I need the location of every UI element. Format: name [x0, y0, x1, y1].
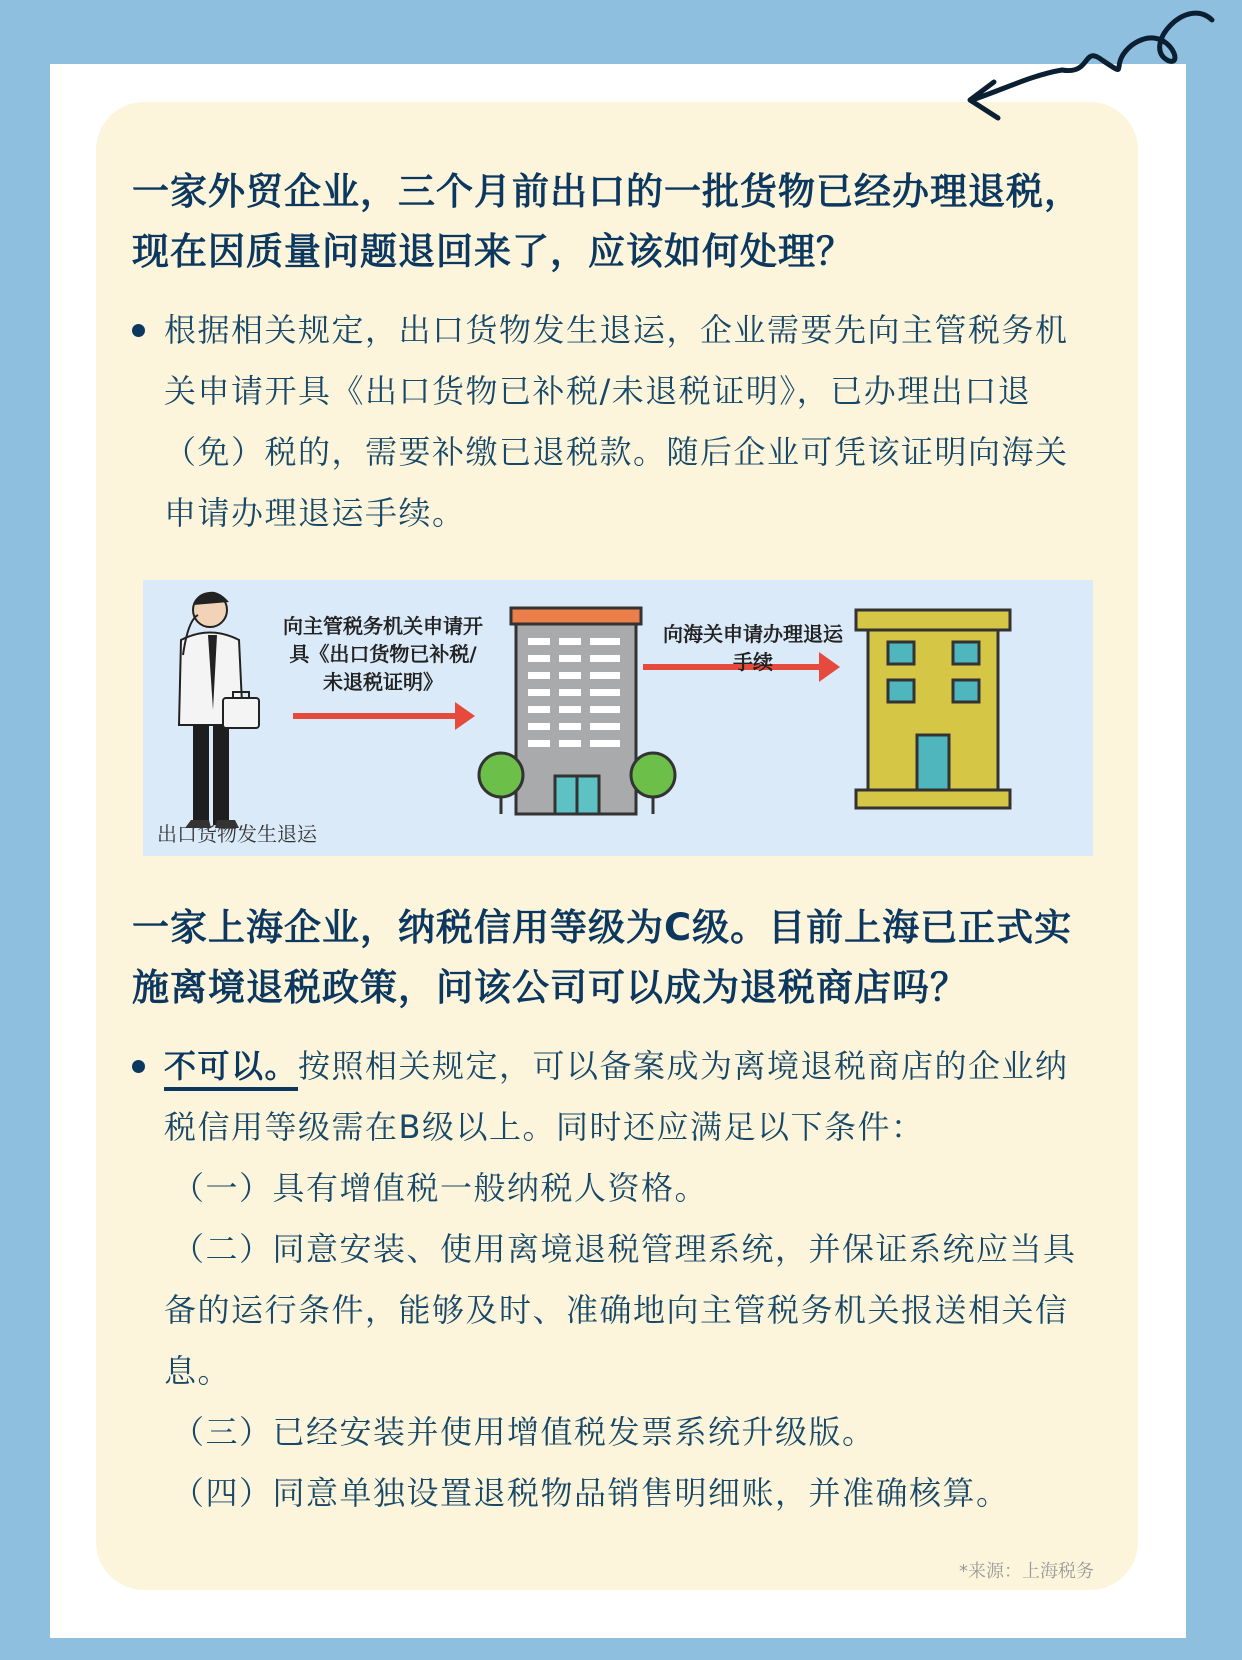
condition-item-2: （二）同意安装、使用离境退税管理系统，并保证系统应当具备的运行条件，能够及时、准确地向主管税务机关报送相关信息。 [164, 1230, 1077, 1390]
answer-2-text: 按照相关规定，可以备案成为离境退税商店的企业纳税信用等级需在B级以上。同时还应满足以下条件： [164, 1047, 1069, 1146]
condition-item-1: （一）具有增值税一般纳税人资格。 [172, 1169, 709, 1207]
question-2-title: 一家上海企业，纳税信用等级为C级。目前上海已正式实施离境退税政策，问该公司可以成为退税商店吗？ [132, 906, 1073, 1009]
arrow-1 [293, 702, 475, 730]
condition-item-3: （三）已经安装并使用增值税发票系统升级版。 [172, 1413, 876, 1451]
bullet-dot [132, 1060, 145, 1073]
customs-building-illustration [856, 610, 1010, 808]
refund-flow-diagram [143, 580, 1093, 856]
bullet-dot [132, 324, 145, 337]
answer-highlight: 不可以。 [164, 1047, 298, 1091]
source-note: *来源：上海税务 [959, 1561, 1094, 1582]
flow-step-2-label: 向海关申请办理退运手续 [663, 622, 843, 674]
diagram-caption: 出口货物发生退运 [157, 822, 317, 846]
answer-2-paragraph [164, 1036, 1084, 1158]
businessman-illustration [179, 592, 259, 828]
answer-1-paragraph: 根据相关规定，出口货物发生退运，企业需要先向主管税务机关申请开具《出口货物已补税/未退税证明》，已办理出口退（免）税的，需要补缴已退税款。随后企业可凭该证明向海关申请办理退运手续。 [164, 311, 1069, 532]
office-building-illustration [479, 608, 675, 814]
condition-item-4: （四）同意单独设置退税物品销售明细账，并准确核算。 [172, 1474, 1010, 1512]
question-1-title: 一家外贸企业，三个月前出口的一批货物已经办理退税，现在因质量问题退回来了，应该如何处理？ [132, 170, 1082, 273]
flow-step-1-label: 向主管税务机关申请开具《出口货物已补税/未退税证明》 [283, 614, 483, 694]
squiggle-arrow-decoration [962, 0, 1242, 130]
